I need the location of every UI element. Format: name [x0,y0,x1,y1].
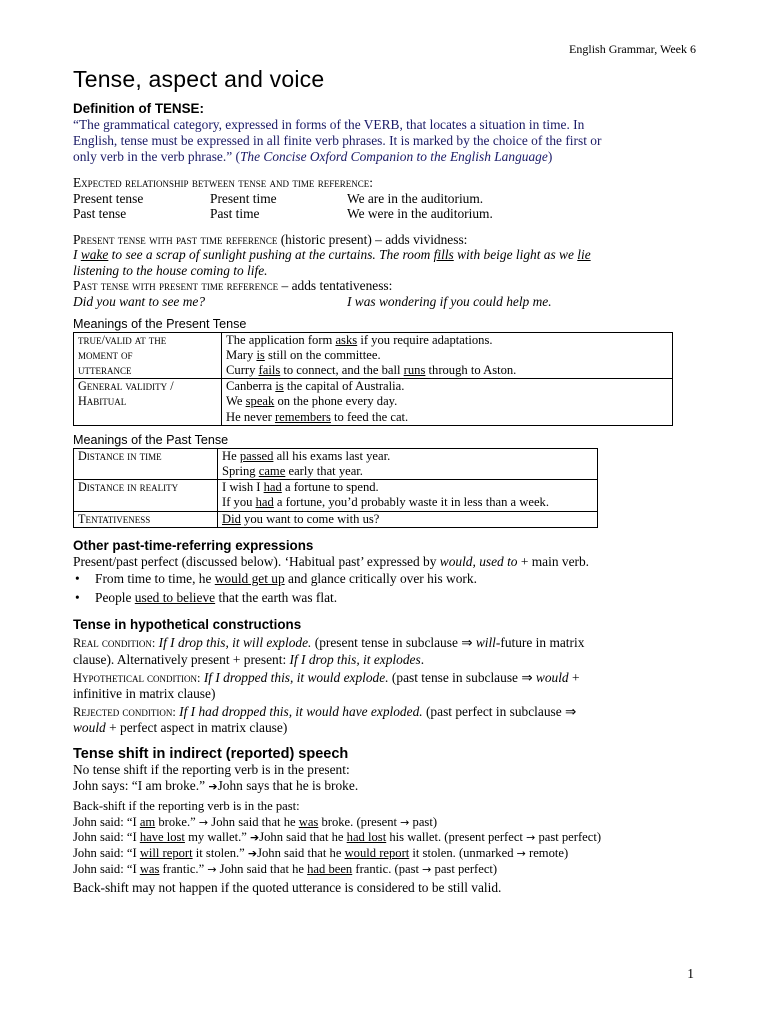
text: broke. (present [318,814,401,829]
ex-text: We [226,394,246,409]
ex-verb: was [298,814,319,829]
ex-text: I [73,247,81,263]
row-label [74,332,222,379]
arrow-icon: → [400,815,410,829]
ex-verb: used to believe [134,590,216,606]
text: would, used to [439,553,518,569]
text: his wallet. (present perfect [386,830,527,845]
document-body [73,101,701,896]
backshift-line: Back-shift if the reporting verb is in the past: [73,799,300,814]
text: will [475,635,496,651]
ex-text: If you [222,495,256,510]
expected-heading: Expected relationship between tense and time reference: [73,175,373,190]
ex-verb: had lost [346,830,387,845]
quote-line: “The grammatical category, expressed in forms of the VERB, that locates a situation in time. In [73,117,585,132]
row-examples [218,448,598,479]
backshift-example [73,815,701,831]
table-row [74,448,598,479]
past-meanings-table [73,448,598,528]
ex-text: if you require adaptations. [357,332,493,347]
text: Present/past perfect (discussed below). ‘Habitual past’ expressed by [73,553,440,569]
text: it stolen.” [192,845,248,860]
text: past perfect) [431,861,498,876]
ex-text: the capital of Australia. [283,379,405,394]
ex-verb: passed [239,448,274,463]
list-item [73,569,701,588]
row-label: Distance in reality [74,480,218,511]
historic-label: Present tense with past time reference [73,231,278,247]
text: John said that he [208,814,299,829]
text: People [95,590,135,606]
text: broke.” [155,814,199,829]
row-examples [222,379,673,426]
ex-verb: would get up [214,571,285,587]
example-line [222,495,593,510]
tentative-example: I was wondering if you could help me. [347,293,552,309]
example-line [226,363,668,378]
text: (past perfect in subclause ⇒ [422,703,577,719]
arrow-icon: → [207,862,217,876]
quote-close: ) [547,149,553,164]
text: + main verb. [517,553,590,569]
row-label [74,379,222,426]
example-line [222,449,593,464]
text: (present tense in subclause ⇒ [311,635,476,651]
page-title: Tense, aspect and voice [73,66,325,92]
list-item [73,588,701,607]
definition-heading: Definition of TENSE: [73,101,204,116]
ex-text: to connect, and the ball [280,362,404,377]
text: John said that he [216,861,308,876]
text: -future in matrix [495,635,585,651]
hypothetical-condition [73,670,701,687]
real-condition [73,635,701,652]
text: would [535,669,569,685]
row-label: Distance in time [74,448,218,479]
text: would [73,720,106,736]
tenseshift-final: Back-shift may not happen if the quoted utterance is considered to be still valid. [73,880,502,896]
text: From time to time, he [95,571,215,587]
ex-text: a fortune to spend. [281,480,379,495]
other-heading: Other past-time-referring expressions [73,537,314,553]
definition-quote [73,117,701,165]
time-cell: Present time [210,190,277,206]
ex-text: He never [226,409,275,424]
ex-text: to feed the cat. [330,409,409,424]
table-row [74,480,598,511]
ex-verb: was [139,861,160,876]
table-row [74,511,598,527]
text: John said: “I [73,845,140,860]
example-line [222,464,593,479]
present-meanings-table [73,332,673,426]
ex-text: Spring [222,463,259,478]
example-line [222,512,593,527]
historic-example [73,247,701,263]
expected-row [73,191,701,207]
text: that the earth was flat. [215,590,338,606]
backshift-example [73,862,701,878]
ex-text: early that year. [285,463,363,478]
text: John said: “I [73,830,140,845]
other-intro [73,554,701,570]
tentative-label: Past tense with present time reference [73,278,279,294]
historic-example-cont: listening to the house coming to life. [73,262,268,278]
ex-text: I wish I [222,480,264,495]
row-examples [218,511,598,527]
text: frantic.” [159,861,208,876]
text: John said: “I [73,861,140,876]
ex-text: a fortune, you’d probably waste it in less than a week. [273,495,550,510]
ex-verb: remembers [274,409,331,424]
quote-line: English, tense must be expressed in all finite verb phrases. It is marked by the choice of the first or [73,133,602,148]
text: John says that he is broke. [217,777,359,793]
label-line: General validity / [78,379,174,394]
real-condition-cont: clause). Alternatively present + present: If I drop this, it explodes. [73,651,425,667]
hypothetical-heading: Tense in hypothetical constructions [73,617,302,633]
ex-text: through to Aston. [425,362,517,377]
ex-verb: is [275,379,284,394]
rejected-condition [73,704,701,721]
ex-verb: will report [139,845,193,860]
ex-verb: wake [80,247,109,263]
ex-verb: speak [245,394,275,409]
text: remote) [525,845,569,860]
label-line: utterance [78,362,132,377]
arrow-icon: → [422,862,432,876]
ex-text: you want to come with us? [240,511,380,526]
ex-text: Canberra [226,379,276,394]
row-examples [222,332,673,379]
example-line [222,480,593,495]
ex-verb: had been [307,861,353,876]
text: clause). Alternatively present + present: [73,651,290,667]
text: If I drop this, it will explode. [155,635,312,651]
tentative-examples [73,294,701,310]
tense-cell: Past tense [73,206,127,222]
text: past) [409,814,438,829]
ex-verb: is [256,347,265,362]
ex-text: The application form [226,332,336,347]
text: past perfect) [535,830,602,845]
ex-text: to see a scrap of sunlight pushing at the curtains. The room [108,247,434,263]
row-label: Tentativeness [74,511,218,527]
example-cell: We were in the auditorium. [347,206,493,222]
text: frantic. (past [352,861,423,876]
tentative-desc: – adds tentativeness: [278,278,393,294]
arrow-icon: → [198,815,209,829]
label: Hypothetical condition: [73,670,201,685]
backshift-example [73,846,701,862]
table-row [74,332,673,379]
example-line [226,410,668,425]
tentative-heading [73,278,701,294]
quote-source: The Concise Oxford Companion to the English Language [239,149,548,164]
text: If I had dropped this, it would have exploded. [175,703,423,719]
ex-text: still on the committee. [264,347,381,362]
past-meanings-heading: Meanings of the Past Tense [73,432,229,447]
ex-verb: had [263,480,282,495]
label: Rejected condition: [73,704,176,719]
time-cell: Past time [210,206,260,222]
arrow-icon: → [526,831,536,845]
quote-line [73,149,701,165]
example-line [226,333,668,348]
label-line: true/valid at the [78,332,167,347]
table-row [74,379,673,426]
backshift-example [73,830,701,846]
tenseshift-line: No tense shift if the reporting verb is in the present: [73,761,350,777]
ex-verb: fails [258,362,281,377]
example-cell: We are in the auditorium. [347,190,484,206]
text: my wallet.” [184,830,250,845]
historic-heading [73,232,701,248]
label: Real condition: [73,636,156,651]
ex-verb: had [255,495,274,510]
ex-verb: came [258,463,286,478]
ex-text: Curry [226,362,259,377]
text: John said that he [259,830,347,845]
ex-verb: fills [433,247,454,263]
tenseshift-heading: Tense shift in indirect (reported) speech [73,745,349,762]
tentative-example: Did you want to see me? [73,293,206,309]
row-examples [218,480,598,511]
text: + [568,669,580,685]
arrow-icon: ➔ [250,831,260,845]
present-meanings-heading: Meanings of the Present Tense [73,316,247,331]
quote-text: only verb in the verb phrase.” ( [73,149,240,164]
ex-text: all his exams last year. [273,448,391,463]
text: If I dropped this, it would explode. [200,669,389,685]
page-number: 1 [687,966,694,981]
text: (past tense in subclause ⇒ [388,669,536,685]
text: John said: “I [73,814,140,829]
rejected-condition-cont [73,720,701,736]
hypothetical-condition-cont: infinitive in matrix clause) [73,686,216,702]
text: John said that he [257,845,345,860]
ex-text: on the phone every day. [274,394,398,409]
expected-row [73,206,701,222]
ex-verb: have lost [139,830,185,845]
ex-verb: runs [403,362,426,377]
tenseshift-example [73,778,701,795]
ex-verb: lie [577,247,591,263]
example-line [226,394,668,409]
text: If I drop this, it explodes [289,651,421,667]
text: + perfect aspect in matrix clause) [105,720,288,736]
historic-desc: (historic present) – adds vividness: [277,231,468,247]
ex-verb: am [139,814,156,829]
tense-cell: Present tense [73,190,144,206]
arrow-icon: ➔ [208,779,218,793]
ex-verb: Did [222,511,241,526]
text: and glance critically over his work. [284,571,477,587]
text: John says: “I am broke.” [73,777,209,793]
ex-verb: would report [344,845,410,860]
example-line [226,379,668,394]
label-line: moment of [78,347,133,362]
example-line [226,348,668,363]
running-header: English Grammar, Week 6 [569,42,696,56]
other-list [73,569,701,607]
text: it stolen. (unmarked [409,845,517,860]
ex-text: with beige light as we [453,247,578,263]
arrow-icon: → [516,846,526,860]
label-line: Habitual [78,394,127,409]
ex-verb: asks [335,332,358,347]
ex-text: Mary [226,347,257,362]
ex-text: He [222,448,240,463]
arrow-icon: ➔ [247,846,258,860]
